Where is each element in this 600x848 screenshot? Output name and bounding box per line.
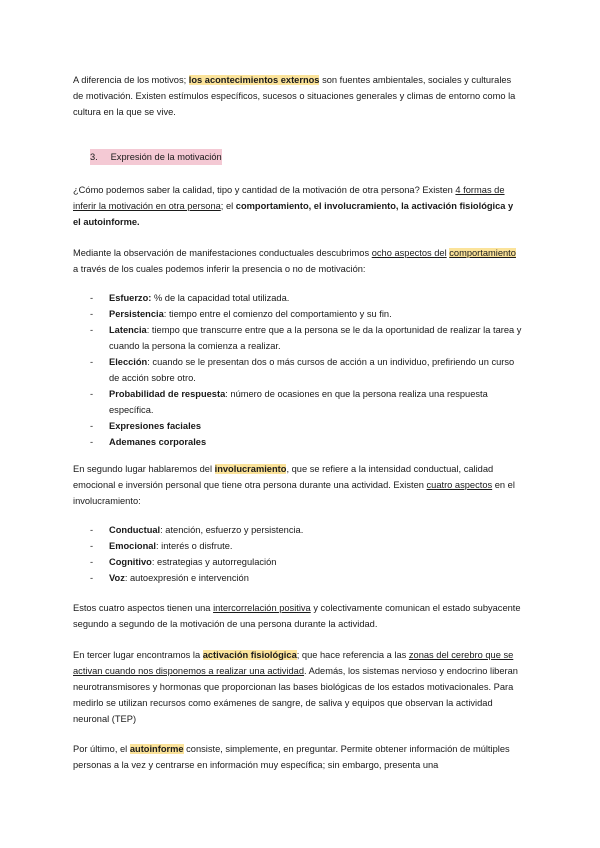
paragraph-intercorrelation	[73, 600, 521, 632]
list-item: - Expresiones faciales	[90, 421, 201, 431]
text: En segundo lugar hablaremos del	[73, 464, 215, 474]
list-item: - Latencia: tiempo que transcurre entre que a la persona se le da la oportunidad de realizar la tarea y cuando la persona la comienza a realizar.	[90, 325, 522, 351]
highlighted-term: activación fisiológica	[202, 650, 297, 660]
list-item: - Persistencia: tiempo entre el comienzo del comportamiento y su fin.	[90, 309, 392, 319]
paragraph-forms	[73, 182, 521, 230]
section-title: Expresión de la motivación	[110, 152, 222, 162]
list-item: - Conductual: atención, esfuerzo y persistencia.	[90, 525, 304, 535]
underlined-text: zonas del cerebro que se activan cuando nos disponemos a realizar una actividad	[73, 650, 514, 676]
text: son fuentes ambientales, sociales y culturales de motivación. Existen estímulos específicos, sucesos o situaciones generales y climas de entorno como la cultura en la que se vive.	[73, 75, 516, 117]
paragraph-self-report	[73, 741, 521, 773]
highlighted-term: involucramiento	[214, 464, 287, 474]
underlined-text: intercorrelación positiva	[213, 603, 311, 613]
text: ; el	[220, 201, 236, 211]
highlighted-term: autoinforme	[129, 744, 184, 754]
paragraph-physiological	[73, 647, 521, 727]
text: ¿Cómo podemos saber la calidad, tipo y cantidad de la motivación de otra persona? Existen	[73, 185, 456, 195]
list-item: - Voz: autoexpresión e intervención	[90, 573, 249, 583]
underlined-text: cuatro aspectos	[426, 480, 493, 490]
bold-text: comportamiento, el involucramiento, la activación fisiológica y el autoinforme.	[73, 201, 514, 227]
text: Mediante la observación de manifestaciones conductuales descubrimos	[73, 248, 372, 258]
text: y colectivamente comunican el estado subyacente segundo a segundo de la motivación de una persona durante la actividad.	[73, 603, 521, 629]
text: , que se refiere a la intensidad conductual, calidad emocional e inversión personal que tiene otra persona durante una actividad. Existen	[73, 464, 494, 490]
list-item: - Elección: cuando se le presentan dos o más cursos de acción a un individuo, prefiriendo un curso de acción sobre otro.	[90, 357, 515, 383]
highlighted-term: comportamiento	[449, 248, 516, 258]
text: Estos cuatro aspectos tienen una	[73, 603, 214, 613]
list-item: - Probabilidad de respuesta: número de ocasiones en que la persona realiza una respuesta específica.	[90, 389, 488, 415]
paragraph-behavior	[73, 245, 521, 277]
list-item: - Emocional: interés o disfrute.	[90, 541, 233, 551]
text: En tercer lugar encontramos la	[73, 650, 203, 660]
list-item: - Ademanes corporales	[90, 437, 207, 447]
text: Por último, el	[73, 744, 130, 754]
text: en el involucramiento:	[73, 480, 515, 506]
paragraph-involvement	[73, 461, 521, 509]
behavior-list	[90, 290, 522, 450]
underlined-text: ocho aspectos del	[371, 248, 447, 258]
text: ; que hace referencia a las	[296, 650, 409, 660]
involvement-list	[90, 522, 522, 586]
text: A diferencia de los motivos;	[73, 75, 189, 85]
paragraph-external-events	[73, 72, 521, 120]
list-item: - Cognitivo: estrategias y autorregulación	[90, 557, 277, 567]
list-item: - Esfuerzo: % de la capacidad total utilizada.	[90, 293, 290, 303]
section-heading	[90, 149, 222, 165]
text: . Además, los sistemas nervioso y endocrino liberan neurotransmisores y hormonas que proporcionan las bases biológicas de los estados motivacionales. Para medirlo se utilizan recursos como exámenes de sangre, de saliva y equipos que observan la actividad neuronal (TEP)	[73, 666, 518, 724]
underlined-text: 4 formas de inferir la motivación en otra persona	[73, 185, 505, 211]
highlighted-term: los acontecimientos externos	[188, 75, 320, 85]
text: consiste, simplemente, en preguntar. Permite obtener información de múltiples personas a la vez y centrarse en información muy específica; sin embargo, presenta una	[73, 744, 510, 770]
section-number: 3.	[90, 152, 98, 162]
text: a través de los cuales podemos inferir la presencia o no de motivación:	[73, 264, 366, 274]
